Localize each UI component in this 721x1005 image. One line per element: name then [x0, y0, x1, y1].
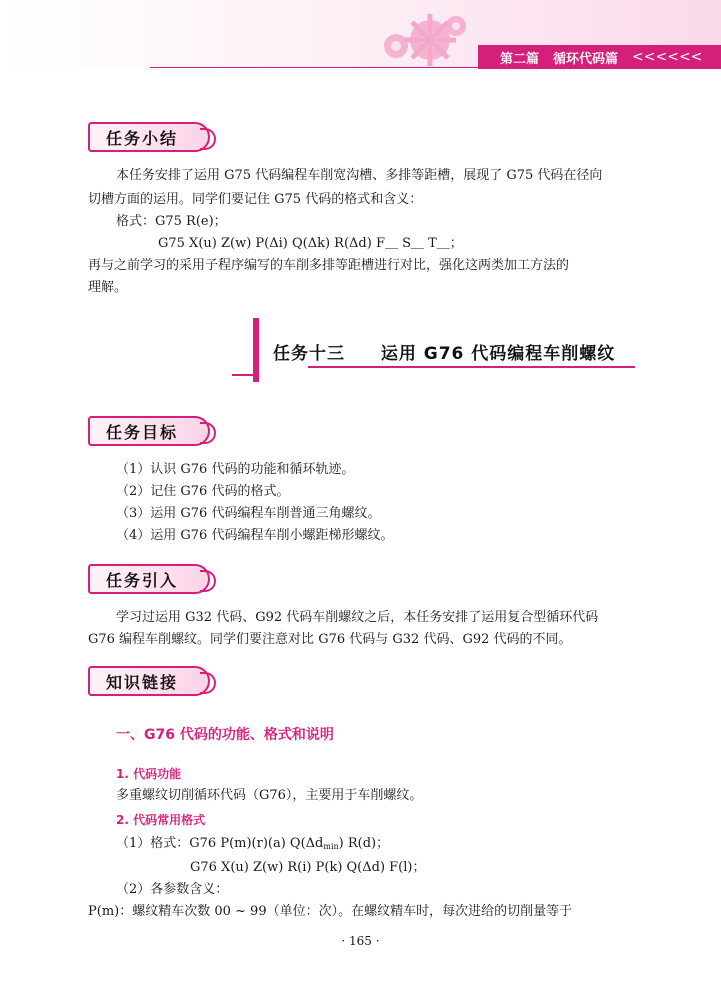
summary-format-line2: G75 X(u) Z(w) P(Δi) Q(Δk) R(Δd) F＿ S＿ T＿；: [158, 236, 463, 251]
goal-item: （2）记住 G76 代码的格式。: [116, 484, 290, 499]
goal-item: （1）认识 G76 代码的功能和循环轨迹。: [116, 462, 355, 477]
subsection-heading: 2. 代码常用格式: [116, 813, 206, 827]
intro-line2: G76 编程车削螺纹。同学们要注意对比 G76 代码与 G32 代码、G92 代码的不同。: [88, 632, 572, 647]
knowledge-heading: 知识链接: [88, 666, 210, 696]
header-title: 循环代码篇: [553, 51, 619, 67]
header-part: 第二篇: [500, 51, 540, 67]
subsection-heading: 1. 代码功能: [116, 767, 182, 781]
intro-line1: 学习过运用 G32 代码、G92 代码车削螺纹之后，本任务安排了运用复合型循环代码: [116, 610, 599, 625]
format-line1-subscript: min: [323, 842, 339, 851]
summary-para1-line2: 切槽方面的运用。同学们要记住 G75 代码的格式和含义：: [88, 192, 423, 207]
task-title: [273, 339, 615, 364]
goal-item: （4）运用 G76 代码编程车削小螺距梯形螺纹。: [116, 528, 394, 543]
goals-heading: 任务目标: [88, 416, 210, 446]
sub1-text: 多重螺纹切削循环代码（G76），主要用于车削螺纹。: [116, 788, 423, 803]
summary-heading: 任务小结: [88, 122, 210, 152]
summary-format-line1: 格式：G75 R(e)；: [116, 214, 227, 229]
task-title-bar: [253, 318, 259, 382]
task-name: 运用 G76 代码编程车削螺纹: [380, 344, 616, 364]
task-title-rule-left: [232, 374, 256, 376]
intro-heading: 任务引入: [88, 564, 210, 594]
format-line1-main: （1）格式：G76 P(m)(r)(a) Q(Δd: [116, 836, 324, 851]
page-number: · 165 ·: [341, 934, 380, 948]
summary-para2-line2: 理解。: [88, 280, 128, 295]
section-heading: 一、G76 代码的功能、格式和说明: [116, 727, 334, 743]
format-line2: G76 X(u) Z(w) R(i) P(k) Q(Δd) F(l)；: [190, 860, 426, 875]
task-title-rule: [308, 366, 635, 368]
summary-para2-line1: 再与之前学习的采用子程序编写的车削多排等距槽进行对比，强化这两类加工方法的: [88, 258, 570, 273]
goal-item: （3）运用 G76 代码编程车削普通三角螺纹。: [116, 506, 381, 521]
header-arrows: <<<<<<: [632, 49, 703, 65]
format-line1-end: ) R(d)；: [338, 836, 390, 851]
task-number: 任务十三: [273, 344, 345, 364]
format-line1: [116, 834, 389, 857]
gear-decoration-icon: [372, 6, 472, 68]
header-title-bar: [478, 45, 721, 69]
param-p-text: P(m)：螺纹精车次数 00 ~ 99（单位：次）。在螺纹精车时，每次进给的切削量等于: [88, 904, 573, 919]
params-label: （2）各参数含义：: [116, 882, 229, 897]
summary-para1-line1: 本任务安排了运用 G75 代码编程车削宽沟槽、多排等距槽，展现了 G75 代码在径向: [116, 168, 603, 183]
